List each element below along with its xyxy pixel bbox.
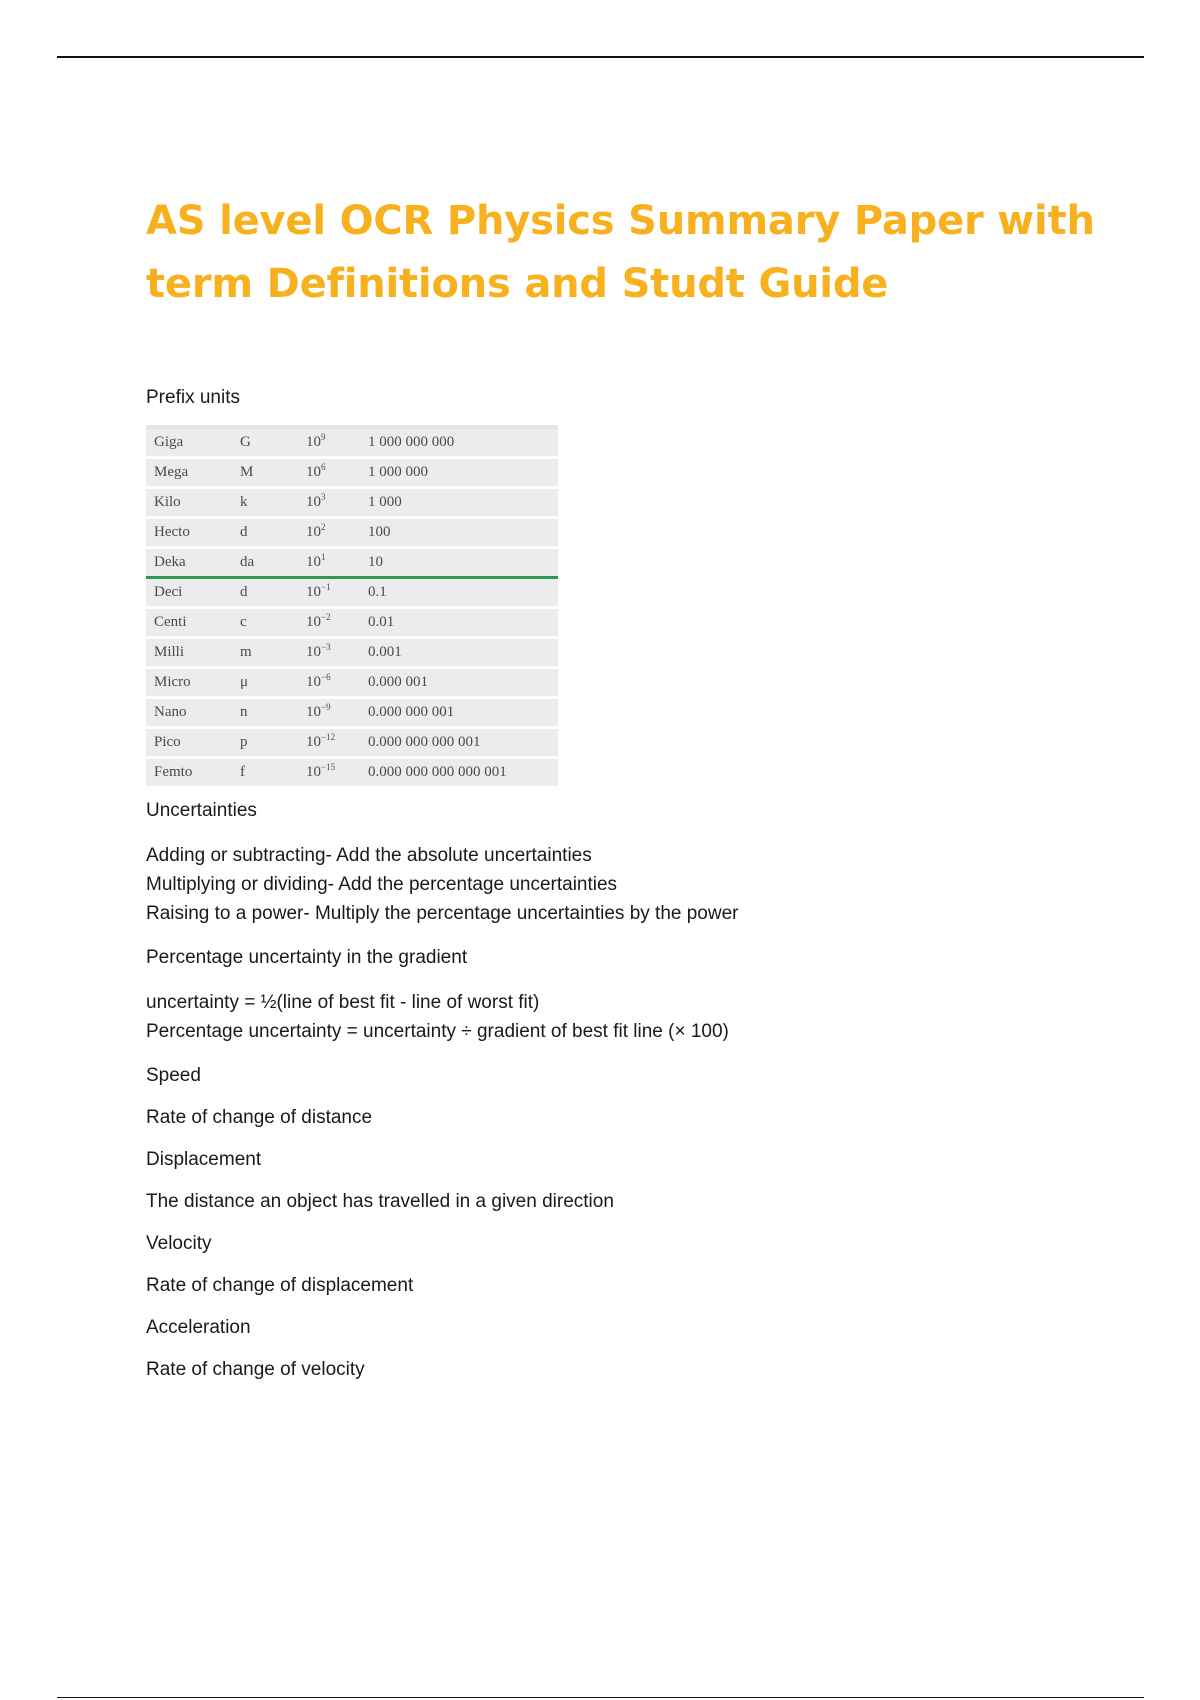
gradient-line: uncertainty = ½(line of best fit - line of worst fit) bbox=[146, 992, 540, 1013]
term-displacement: Displacement bbox=[146, 1149, 262, 1170]
prefix-row bbox=[146, 489, 558, 519]
prefix-symbol: c bbox=[240, 609, 306, 639]
power-base: 10 bbox=[306, 614, 321, 630]
prefix-value: 1 000 000 000 bbox=[368, 429, 558, 459]
prefix-symbol: μ bbox=[240, 669, 306, 699]
prefix-units-table bbox=[146, 425, 558, 787]
prefix-name: Micro bbox=[146, 669, 240, 699]
gradient-line: Percentage uncertainty = uncertainty ÷ gradient of best fit line (× 100) bbox=[146, 1021, 729, 1042]
power-base: 10 bbox=[306, 734, 321, 750]
prefix-value: 0.001 bbox=[368, 639, 558, 669]
prefix-name: Kilo bbox=[146, 489, 240, 519]
prefix-name: Pico bbox=[146, 729, 240, 759]
prefix-row bbox=[146, 669, 558, 699]
prefix-name: Hecto bbox=[146, 519, 240, 549]
prefix-symbol: k bbox=[240, 489, 306, 519]
prefix-power bbox=[306, 609, 368, 639]
power-exponent: −12 bbox=[321, 732, 336, 742]
power-exponent: −6 bbox=[321, 672, 331, 682]
power-base: 10 bbox=[306, 584, 321, 600]
power-base: 10 bbox=[306, 464, 321, 480]
prefix-power bbox=[306, 579, 368, 609]
prefix-symbol: da bbox=[240, 549, 306, 579]
power-exponent: −1 bbox=[321, 582, 331, 592]
gradient-uncertainty-heading: Percentage uncertainty in the gradient bbox=[146, 947, 468, 968]
document-title: AS level OCR Physics Summary Paper with term Definitions and Studt Guide bbox=[146, 198, 1095, 307]
uncertainty-rule: Multiplying or dividing- Add the percentage uncertainties bbox=[146, 874, 618, 895]
power-exponent: −15 bbox=[321, 762, 336, 772]
prefix-symbol: f bbox=[240, 759, 306, 787]
prefix-power bbox=[306, 759, 368, 787]
prefix-power bbox=[306, 519, 368, 549]
power-exponent: −2 bbox=[321, 612, 331, 622]
power-base: 10 bbox=[306, 554, 321, 570]
term-velocity: Velocity bbox=[146, 1233, 212, 1254]
prefix-name: Deka bbox=[146, 549, 240, 579]
prefix-name: Femto bbox=[146, 759, 240, 787]
prefix-name: Mega bbox=[146, 459, 240, 489]
prefix-symbol: p bbox=[240, 729, 306, 759]
prefix-power bbox=[306, 639, 368, 669]
prefix-name: Deci bbox=[146, 579, 240, 609]
prefix-row bbox=[146, 549, 558, 579]
power-exponent: −3 bbox=[321, 642, 331, 652]
prefix-name: Giga bbox=[146, 429, 240, 459]
prefix-row bbox=[146, 729, 558, 759]
prefix-row bbox=[146, 759, 558, 787]
definition-velocity: Rate of change of displacement bbox=[146, 1275, 414, 1296]
prefix-symbol: m bbox=[240, 639, 306, 669]
power-base: 10 bbox=[306, 434, 321, 450]
uncertainty-rule: Adding or subtracting- Add the absolute uncertainties bbox=[146, 845, 592, 866]
prefix-value: 10 bbox=[368, 549, 558, 579]
prefix-power bbox=[306, 549, 368, 579]
prefix-power bbox=[306, 489, 368, 519]
power-base: 10 bbox=[306, 644, 321, 660]
term-speed: Speed bbox=[146, 1065, 201, 1086]
top-rule bbox=[57, 56, 1144, 58]
page-content bbox=[146, 190, 1106, 1382]
definition-acceleration: Rate of change of velocity bbox=[146, 1359, 365, 1380]
prefix-value: 0.01 bbox=[368, 609, 558, 639]
prefix-units-heading: Prefix units bbox=[146, 387, 240, 408]
prefix-value: 0.000 001 bbox=[368, 669, 558, 699]
definition-displacement: The distance an object has travelled in a given direction bbox=[146, 1191, 614, 1212]
term-acceleration: Acceleration bbox=[146, 1317, 251, 1338]
definition-speed: Rate of change of distance bbox=[146, 1107, 373, 1128]
power-exponent: 1 bbox=[321, 552, 326, 562]
prefix-name: Centi bbox=[146, 609, 240, 639]
uncertainty-rule: Raising to a power- Multiply the percentage uncertainties by the power bbox=[146, 903, 739, 924]
prefix-row bbox=[146, 609, 558, 639]
prefix-row bbox=[146, 519, 558, 549]
power-exponent: −9 bbox=[321, 702, 331, 712]
power-exponent: 2 bbox=[321, 522, 326, 532]
prefix-value: 1 000 000 bbox=[368, 459, 558, 489]
gradient-uncertainty-lines bbox=[146, 988, 1106, 1046]
prefix-power bbox=[306, 459, 368, 489]
prefix-power bbox=[306, 429, 368, 459]
prefix-symbol: n bbox=[240, 699, 306, 729]
uncertainty-rules bbox=[146, 841, 1106, 928]
prefix-name: Nano bbox=[146, 699, 240, 729]
prefix-value: 0.000 000 000 000 001 bbox=[368, 759, 558, 787]
prefix-row bbox=[146, 639, 558, 669]
prefix-value: 100 bbox=[368, 519, 558, 549]
prefix-row bbox=[146, 459, 558, 489]
power-base: 10 bbox=[306, 764, 321, 780]
prefix-symbol: M bbox=[240, 459, 306, 489]
prefix-row bbox=[146, 579, 558, 609]
prefix-symbol: d bbox=[240, 519, 306, 549]
prefix-value: 0.000 000 001 bbox=[368, 699, 558, 729]
prefix-value: 0.000 000 000 001 bbox=[368, 729, 558, 759]
bottom-rule bbox=[57, 1697, 1144, 1698]
power-base: 10 bbox=[306, 674, 321, 690]
power-exponent: 3 bbox=[321, 492, 326, 502]
power-base: 10 bbox=[306, 494, 321, 510]
prefix-row bbox=[146, 429, 558, 459]
prefix-power bbox=[306, 699, 368, 729]
prefix-symbol: d bbox=[240, 579, 306, 609]
power-base: 10 bbox=[306, 524, 321, 540]
prefix-name: Milli bbox=[146, 639, 240, 669]
power-exponent: 6 bbox=[321, 462, 326, 472]
uncertainties-heading: Uncertainties bbox=[146, 800, 257, 821]
prefix-symbol: G bbox=[240, 429, 306, 459]
power-base: 10 bbox=[306, 704, 321, 720]
power-exponent: 9 bbox=[321, 432, 326, 442]
prefix-row bbox=[146, 699, 558, 729]
prefix-power bbox=[306, 729, 368, 759]
prefix-value: 0.1 bbox=[368, 579, 558, 609]
prefix-power bbox=[306, 669, 368, 699]
prefix-value: 1 000 bbox=[368, 489, 558, 519]
